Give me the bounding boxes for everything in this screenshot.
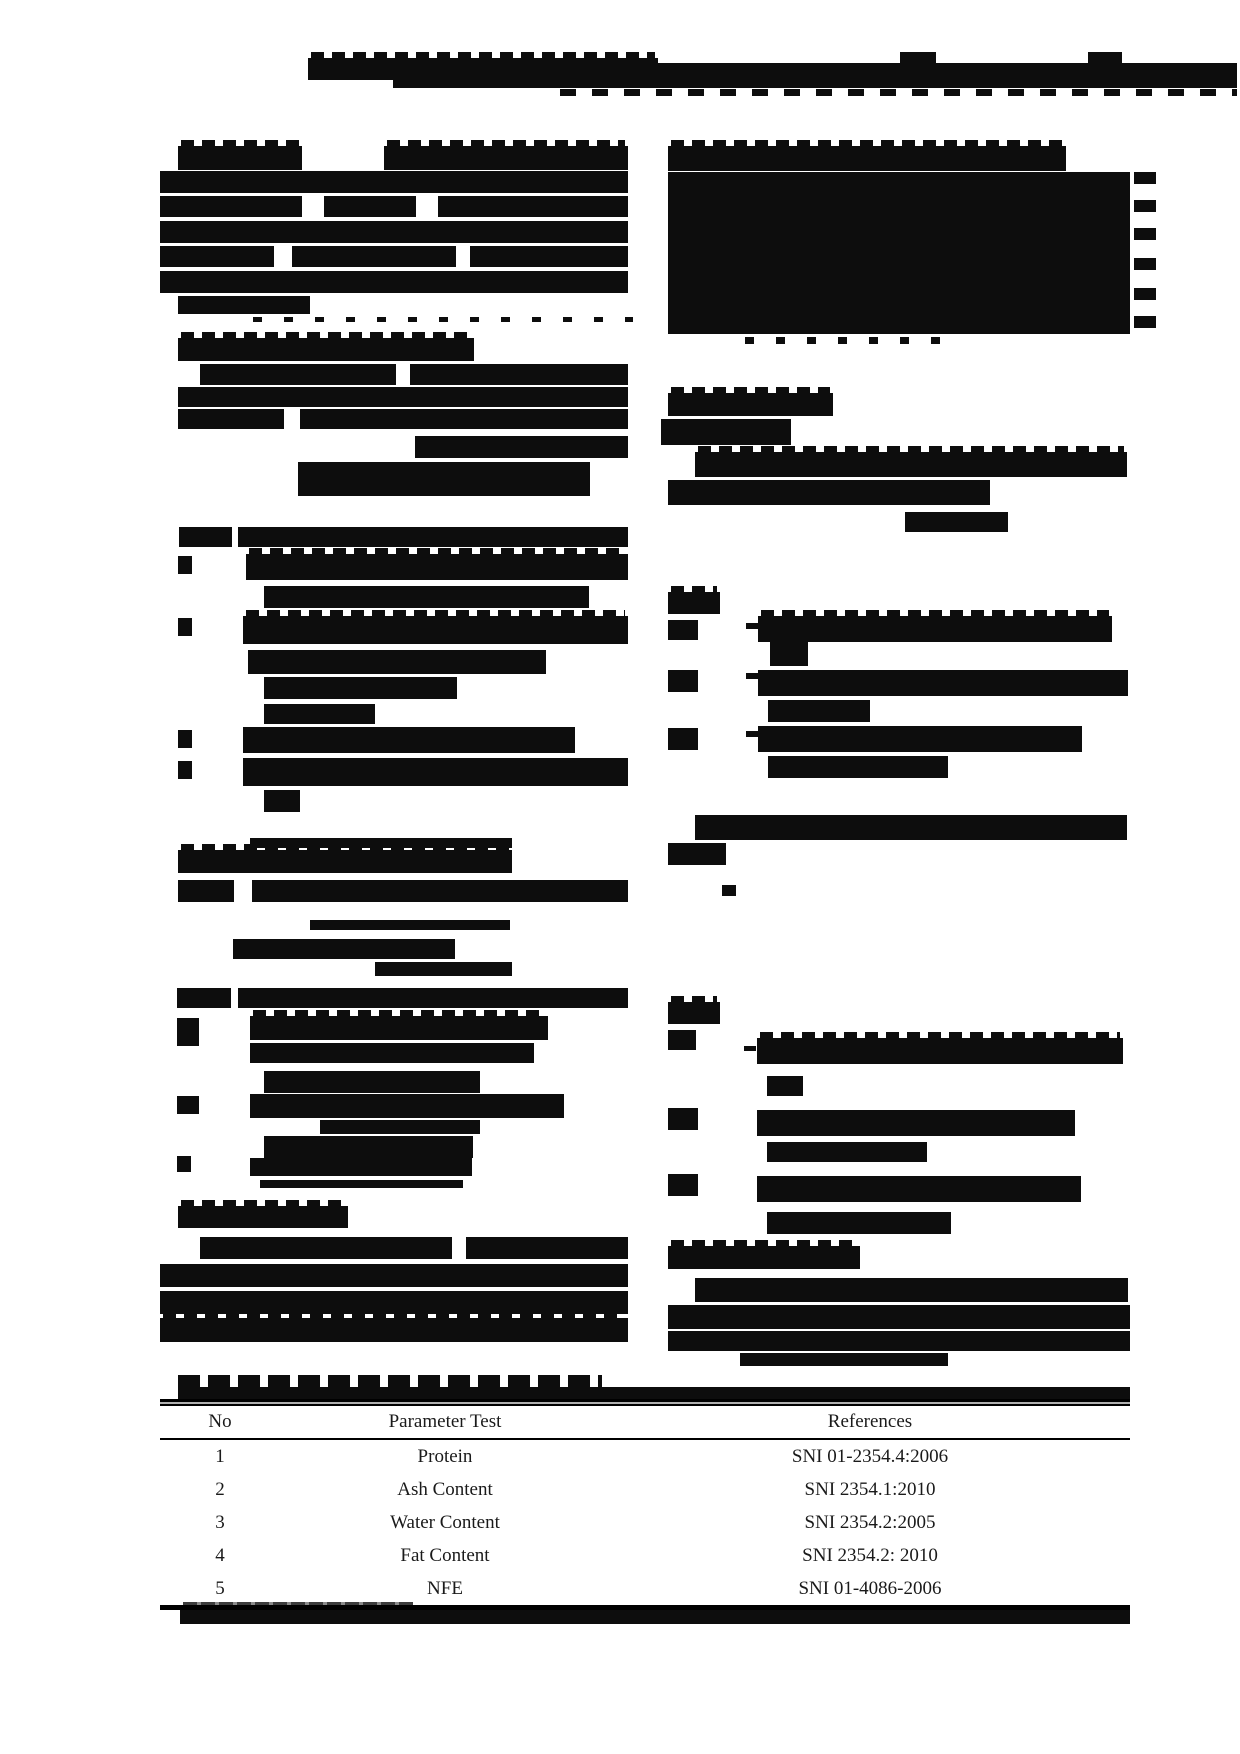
- redaction-bar: [243, 616, 628, 644]
- redaction-bar: [178, 1206, 348, 1228]
- redaction-bar: [1134, 288, 1156, 300]
- redaction-bar: [264, 790, 300, 812]
- redaction-bar: [668, 1030, 696, 1050]
- redaction-bar: [160, 196, 302, 217]
- redaction-bar: [722, 885, 736, 896]
- redaction-bar: [767, 1142, 927, 1162]
- redaction-bar: [758, 616, 1112, 642]
- redaction-bar: [1134, 258, 1156, 270]
- table-cell: SNI 2354.2:2005: [804, 1511, 936, 1533]
- redaction-bar: [160, 221, 628, 243]
- table-cell: NFE: [427, 1577, 463, 1599]
- redaction-bar: [438, 196, 628, 217]
- redaction-bar: [384, 146, 628, 170]
- redaction-bar: [260, 1180, 463, 1188]
- redaction-bar: [324, 196, 416, 217]
- redaction-bar: [767, 1212, 951, 1234]
- table-cell: SNI 01-4086-2006: [798, 1577, 942, 1599]
- redaction-bar: [320, 1120, 480, 1134]
- redaction-bar: [264, 704, 375, 724]
- table-cell: Protein: [417, 1445, 473, 1467]
- redaction-bar: [661, 419, 791, 445]
- redaction-bar: [200, 1237, 452, 1259]
- table-cell: 1: [215, 1445, 225, 1467]
- redaction-bar: [768, 700, 870, 722]
- redaction-bar: [252, 880, 628, 902]
- redaction-bar: [178, 387, 628, 407]
- redaction-bar: [248, 650, 546, 674]
- redaction-bar: [243, 727, 575, 753]
- table-row: [160, 1572, 1130, 1605]
- redaction-bar: [178, 556, 192, 574]
- table-row: [160, 1439, 1130, 1473]
- redaction-bar: [668, 592, 720, 614]
- redaction-bar: [178, 618, 192, 636]
- redaction-bar: [770, 642, 808, 666]
- redaction-bar: [178, 146, 302, 170]
- redaction-bar: [1134, 316, 1156, 328]
- redaction-bar: [178, 1375, 602, 1387]
- redaction-bar: [757, 1110, 1075, 1136]
- redaction-bar: [178, 730, 192, 748]
- redaction-bar: [470, 246, 628, 267]
- redaction-bar: [745, 337, 940, 344]
- redaction-bar: [246, 554, 628, 580]
- redaction-bar: [177, 988, 231, 1008]
- redaction-bar: [695, 452, 1127, 477]
- redaction-bar: [238, 988, 628, 1008]
- redaction-bar: [160, 1291, 628, 1314]
- redaction-bar: [905, 512, 1008, 532]
- table-row: [160, 1473, 1130, 1506]
- redaction-bar: [695, 1278, 1128, 1302]
- redaction-bar: [250, 1158, 472, 1176]
- redaction-bar: [250, 1094, 564, 1118]
- redaction-bar: [668, 1331, 1130, 1351]
- redaction-bar: [668, 146, 1066, 171]
- redaction-bar: [298, 462, 590, 496]
- redaction-bar: [415, 436, 628, 458]
- redaction-bar: [243, 758, 628, 786]
- redaction-bar: [178, 409, 284, 429]
- redaction-bar: [238, 527, 628, 547]
- table-cell: 5: [215, 1577, 225, 1599]
- redaction-bar: [466, 1237, 628, 1259]
- redaction-bar: [668, 728, 698, 750]
- redaction-bar: [178, 761, 192, 779]
- redaction-bar: [178, 850, 512, 873]
- redaction-bar: [300, 409, 628, 429]
- redaction-bar: [668, 393, 833, 416]
- table-cell: SNI 2354.2: 2010: [802, 1544, 938, 1566]
- table: [160, 1406, 1130, 1605]
- redaction-bar: [160, 1318, 628, 1342]
- redaction-bar: [668, 1246, 860, 1269]
- redaction-bar: [740, 1353, 948, 1366]
- redaction-bar: [178, 296, 310, 314]
- table-cell: 3: [215, 1511, 225, 1533]
- redaction-bar: [179, 527, 232, 547]
- redaction-bar: [1088, 52, 1122, 63]
- redaction-bar: [668, 172, 1130, 334]
- table-cell: 2: [215, 1478, 225, 1500]
- table-cell: 4: [215, 1544, 225, 1566]
- redaction-bar: [900, 52, 936, 63]
- column-header: No: [160, 1406, 280, 1439]
- redaction-bar: [668, 1108, 698, 1130]
- redaction-bar: [668, 670, 698, 692]
- redaction-bar: [757, 1176, 1081, 1202]
- redaction-bar: [160, 271, 628, 293]
- redaction-bar: [200, 364, 396, 385]
- redaction-bar: [410, 364, 628, 385]
- redaction-bar: [160, 1264, 628, 1287]
- redaction-bar: [178, 338, 474, 361]
- redaction-bar: [253, 317, 633, 322]
- table-cell: SNI 2354.1:2010: [804, 1478, 936, 1500]
- redaction-bar: [177, 1096, 199, 1114]
- redaction-bar: [264, 677, 457, 699]
- redaction-bar: [757, 1038, 1123, 1064]
- redaction-bar: [1134, 228, 1156, 240]
- redaction-bar: [264, 1136, 473, 1158]
- redaction-bar: [180, 1608, 1130, 1624]
- redaction-bar: [695, 815, 1127, 840]
- redaction-bar: [744, 1046, 756, 1051]
- redaction-bar: [668, 1174, 698, 1196]
- table-cell: Fat Content: [400, 1544, 490, 1566]
- redaction-bar: [560, 89, 1237, 96]
- redaction-bar: [310, 920, 510, 930]
- table-row: [160, 1506, 1130, 1539]
- redaction-bar: [177, 1156, 191, 1172]
- redaction-bar: [250, 1043, 534, 1063]
- redaction-bar: [308, 58, 658, 80]
- redaction-bar: [264, 586, 589, 608]
- redaction-bar: [668, 620, 698, 640]
- redaction-bar: [250, 1016, 548, 1040]
- redaction-bar: [1134, 200, 1156, 212]
- redaction-bar: [758, 726, 1082, 752]
- redaction-bar: [668, 480, 990, 505]
- table-top-double-rule: [160, 1399, 1130, 1406]
- parameter-test-table: [160, 1399, 1130, 1610]
- redaction-bar: [177, 1018, 199, 1046]
- redaction-bar: [393, 78, 658, 88]
- table-header-row: [160, 1406, 1130, 1439]
- table-row: [160, 1539, 1130, 1572]
- table-cell: Ash Content: [397, 1478, 493, 1500]
- table-bottom-rule: [160, 1605, 1130, 1610]
- column-header: Parameter Test: [280, 1406, 610, 1439]
- redaction-bar: [178, 880, 234, 902]
- redaction-bar: [160, 171, 628, 193]
- redaction-bar: [768, 756, 948, 778]
- redaction-bar: [668, 1305, 1130, 1329]
- table-cell: SNI 01-2354.4:2006: [791, 1445, 949, 1467]
- redaction-bar: [233, 939, 455, 959]
- table-cell: Water Content: [390, 1511, 500, 1533]
- redaction-bar: [658, 63, 1237, 88]
- redaction-bar: [292, 246, 456, 267]
- redaction-bar: [375, 962, 512, 976]
- redaction-bar: [160, 246, 274, 267]
- redaction-bar: [264, 1071, 480, 1093]
- column-header: References: [610, 1406, 1130, 1439]
- redaction-bar: [1134, 172, 1156, 184]
- redaction-bar: [758, 670, 1128, 696]
- redaction-bar: [668, 1002, 720, 1024]
- redaction-bar: [668, 843, 726, 865]
- redaction-bar: [767, 1076, 803, 1096]
